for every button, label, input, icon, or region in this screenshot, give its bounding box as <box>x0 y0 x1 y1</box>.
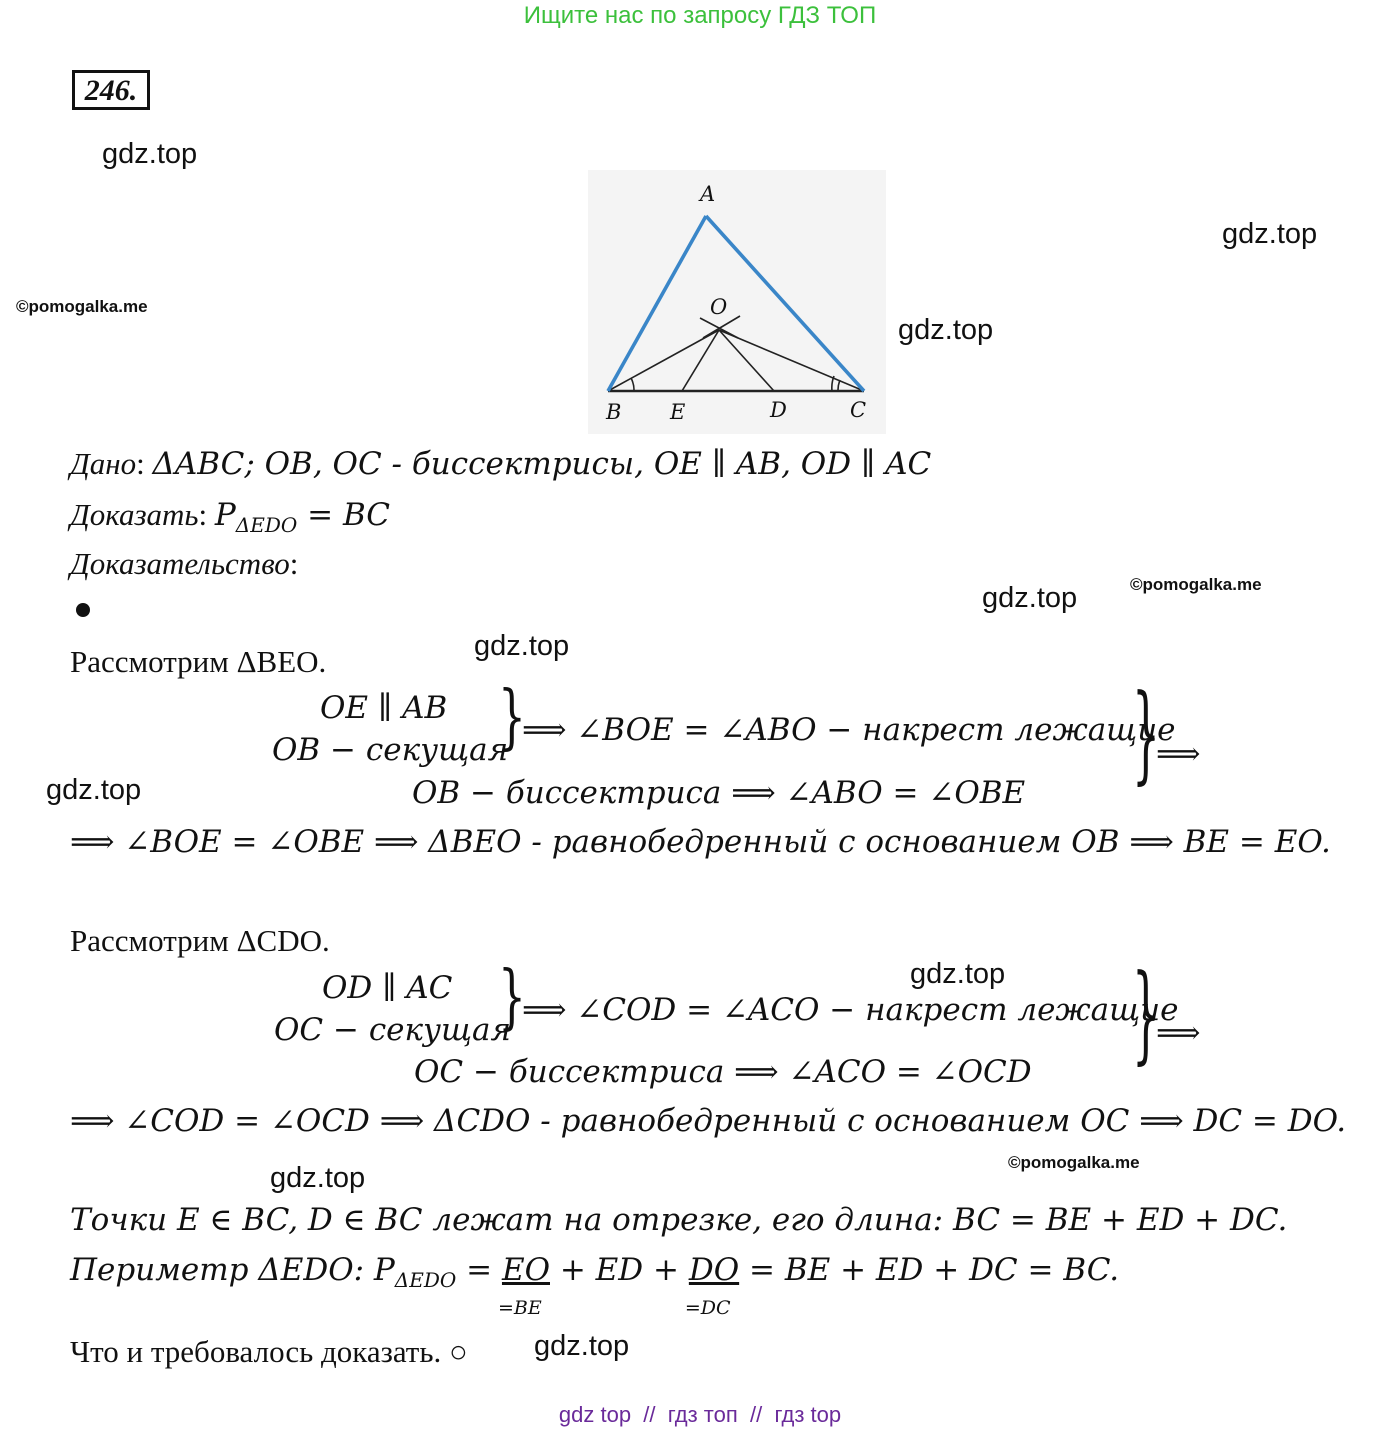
perimeter-eq: = <box>456 1252 502 1288</box>
label-B: B <box>606 400 622 424</box>
prove-label: Доказать <box>70 497 199 532</box>
part2-intro: Рассмотрим ΔCDO. <box>70 923 330 958</box>
part1-result1: ⟹ ∠BOE = ∠ABO − накрест лежащие <box>522 712 1176 748</box>
prove-line: Доказать: $P_{\Delta EDO}$ = BC <box>70 497 391 538</box>
perimeter-plus: + ED + <box>550 1252 689 1288</box>
part1-line2: OB − биссектриса ⟹ ∠ABO = ∠OBE <box>412 775 1026 811</box>
watermark-gdz: gdz.top <box>982 582 1078 614</box>
part2-cond1: OD ∥ AC <box>322 970 453 1006</box>
perimeter-line <box>70 1252 1120 1319</box>
part2-implies: ⟹ <box>1156 1015 1201 1051</box>
brace-right-large: } <box>1132 673 1160 796</box>
part1-intro: Рассмотрим ΔBEO. <box>70 644 327 679</box>
label-O: O <box>710 295 728 319</box>
search-hint: Ищите нас по запросу ГДЗ ТОП <box>523 2 877 29</box>
brace-right-large: } <box>1132 953 1160 1076</box>
watermark-gdz: gdz.top <box>898 314 994 346</box>
watermark-gdz: gdz.top <box>46 774 142 806</box>
part1-cond1: OE ∥ AB <box>320 690 448 726</box>
triangle-figure <box>588 170 886 434</box>
problem-number: 246. <box>72 70 150 110</box>
points-line: Точки E ∈ BC, D ∈ BC лежат на отрезке, его длина: BC = BE + ED + DC. <box>70 1202 1288 1238</box>
figure-background <box>588 170 886 434</box>
watermark-pomogalka: ©pomogalka.me <box>16 297 148 316</box>
part2-cond2: OC − секущая <box>274 1012 512 1048</box>
part2-result1: ⟹ ∠COD = ∠ACO − накрест лежащие <box>522 992 1179 1028</box>
prove-lhs: P <box>214 497 236 533</box>
perimeter-label: Периметр ΔEDO: P <box>70 1252 395 1288</box>
watermark-gdz: gdz.top <box>910 958 1006 990</box>
prove-rhs: = BC <box>297 497 391 533</box>
perimeter-term-do: DO <box>688 1252 740 1288</box>
label-D: D <box>770 398 787 422</box>
watermark-gdz: gdz.top <box>474 630 570 662</box>
part1-conclusion: ⟹ ∠BOE = ∠OBE ⟹ ΔBEO - равнобедренный с основанием OB ⟹ BE = EO. <box>70 824 1331 860</box>
perimeter-rest: = BE + ED + DC = BC. <box>739 1252 1120 1288</box>
part2-line2: OC − биссектриса ⟹ ∠ACO = ∠OCD <box>414 1054 1032 1090</box>
label-C: C <box>850 398 867 422</box>
footer-links[interactable]: gdz top // гдз топ // гдз top <box>558 1402 842 1427</box>
underbrace-label: =BE <box>497 1297 542 1319</box>
watermark-gdz: gdz.top <box>102 138 198 170</box>
qed-line: Что и требовалось доказать. ○ <box>70 1334 468 1369</box>
watermark-pomogalka: ©pomogalka.me <box>1008 1153 1140 1172</box>
proof-heading: Доказательство: <box>70 546 299 581</box>
brace-right: } <box>498 956 526 1038</box>
proof-label: Доказательство <box>70 546 290 581</box>
part2-conclusion: ⟹ ∠COD = ∠OCD ⟹ ΔCDO - равнобедренный с основанием OC ⟹ DC = DO. <box>70 1103 1347 1139</box>
label-E: E <box>670 400 686 424</box>
part1-cond2: OB − секущая <box>272 732 509 768</box>
watermark-gdz: gdz.top <box>270 1162 366 1194</box>
perimeter-sub: ΔEDO <box>394 1268 457 1293</box>
label-A: A <box>700 182 716 206</box>
given-label: Дано <box>70 446 137 481</box>
watermark-pomogalka: ©pomogalka.me <box>1130 575 1262 594</box>
part1-implies: ⟹ <box>1156 736 1201 772</box>
watermark-gdz: gdz.top <box>1222 218 1318 250</box>
perimeter-term-eo: EO <box>501 1252 550 1288</box>
given-text: ΔABC; OB, OC - биссектрисы, OE ∥ AB, OD ∥ AC <box>152 446 932 482</box>
given-line: Дано: ΔABC; OB, OC - биссектрисы, OE ∥ AB, OD ∥ AC <box>70 446 932 482</box>
prove-sub: ΔEDO <box>235 513 298 538</box>
watermark-gdz: gdz.top <box>534 1330 630 1362</box>
bullet <box>76 603 90 617</box>
brace-right: } <box>498 676 526 758</box>
underbrace-label: =DC <box>684 1297 731 1319</box>
